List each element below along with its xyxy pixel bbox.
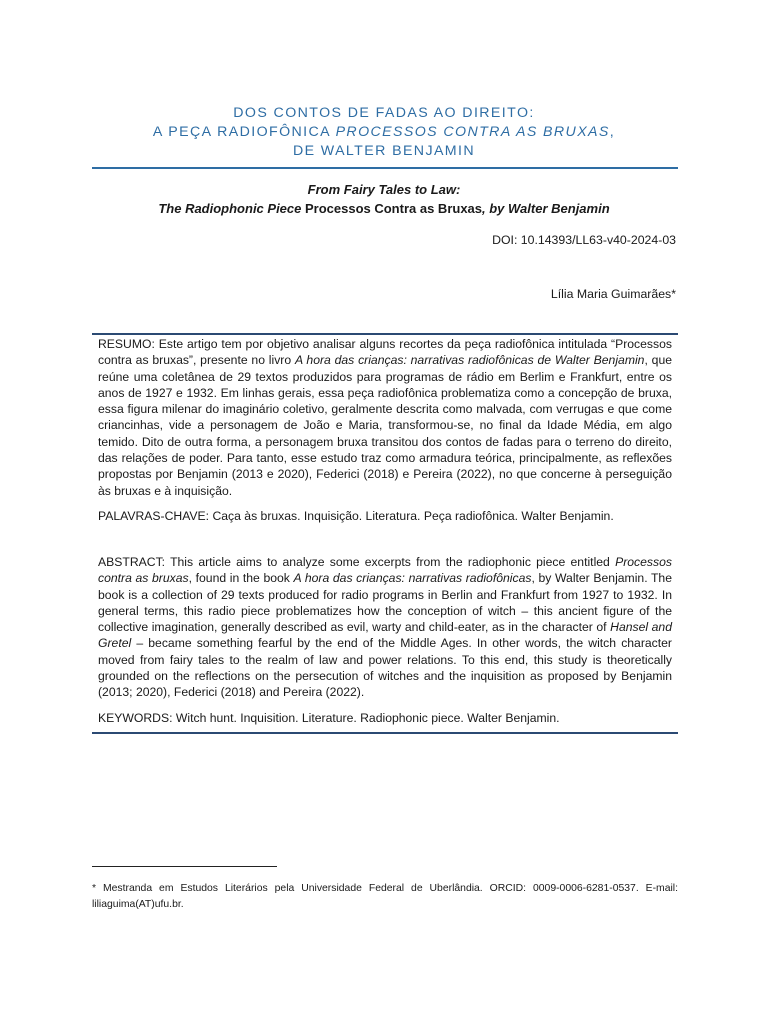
abstract-box-top-rule [92,333,678,335]
footnote: * Mestranda em Estudos Literários pela Universidade Federal de Uberlândia. ORCID: 0009-0006-6281-0537. E-mail: liliaguima(AT)ufu.br. [92,883,678,910]
title-line-1: DOS CONTOS DE FADAS AO DIREITO: [233,105,535,121]
palavras-chave: PALAVRAS-CHAVE: Caça às bruxas. Inquisição. Literatura. Peça radiofônica. Walter Benjamin. [98,509,614,523]
title-divider [92,167,678,169]
english-title-line-2: The Radiophonic Piece Processos Contra as Bruxas, by Walter Benjamin [158,201,610,216]
doi: DOI: 10.14393/LL63-v40-2024-03 [492,233,676,247]
article-title [92,104,676,161]
keywords: KEYWORDS: Witch hunt. Inquisition. Literature. Radiophonic piece. Walter Benjamin. [98,711,560,725]
author-name: Lília Maria Guimarães* [550,287,676,301]
title-line-2: A PEÇA RADIOFÔNICA PROCESSOS CONTRA AS BRUXAS, [152,124,616,140]
resumo-paragraph: RESUMO: Este artigo tem por objetivo analisar alguns recortes da peça radiofônica intitulada “Processos contra as bruxas”, presente no livro A hora das crianças: narrativas radiofônicas de Walter Benjamin, que reúne uma coletânea de 29 textos produzidos para programas de rádio em Berlim e Frankfurt, entre os anos de 1927 e 1932. Em linhas gerais, essa peça radiofônica problematiza como a concepção de bruxa, essa figura milenar do imaginário coletivo, geralmente descrita como malvada, com verrugas e que come criancinhas, vide a personagem de João e Maria, transformou-se, no final da Idade Média, em algo temido. Dito de outra forma, a personagem bruxa transitou dos contos de fadas para o terreno do direito, das relações de poder. Para tanto, esse estudo traz como armadura teórica, principalmente, as reflexões propostas por Benjamin (2013 e 2020), Federici (2018) e Pereira (2022), no que concerne à perseguição às bruxas e à inquisição. [98,337,672,498]
english-title [92,180,676,218]
abstract-box-bottom-rule [92,732,678,734]
english-title-line-1: From Fairy Tales to Law: [307,182,461,197]
title-line-3: DE WALTER BENJAMIN [292,143,476,159]
footnote-separator [92,866,277,867]
abstract-paragraph: ABSTRACT: This article aims to analyze some excerpts from the radiophonic piece entitled Processos contra as bruxas, found in the book A hora das crianças: narrativas radiofônicas, by Walter Benjamin. The book is a collection of 29 texts produced for radio programs in Berlin and Frankfurt from 1927 to 1932. In general terms, this radio piece problematizes how the conception of witch – this ancient figure of the collective imagination, generally described as evil, warty and child-eater, as in the character of Hansel and Gretel – became something fearful by the end of the Middle Ages. In other words, the witch character moved from fairy tales to the realm of law and power relations. To this end, this study is theoretically grounded on the reflections on the persecution of witches and the inquisition as proposed by Benjamin (2013; 2020), Federici (2018) and Pereira (2022). [98,555,672,700]
